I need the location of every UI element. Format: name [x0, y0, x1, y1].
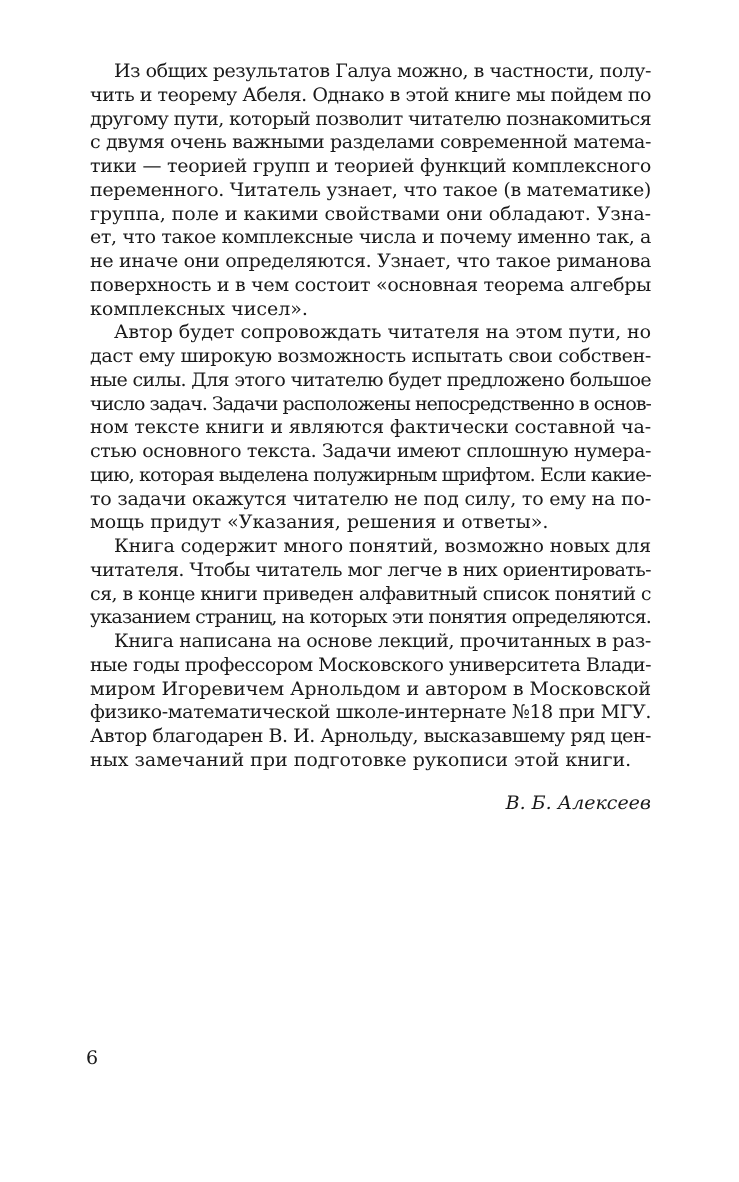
text-line: даст ему широкую возможность испытать свои собствен-: [90, 345, 651, 367]
text-line: ет, что такое комплексные числа и почему именно так, а: [90, 226, 651, 249]
text-line: Автор благодарен В. И. Арнольду, высказавшему ряд цен-: [90, 725, 651, 747]
text-line: мощь придут «Указания, решения и ответы».: [90, 511, 549, 534]
text-line: ных замечаний при подготовке рукописи этой книги.: [90, 748, 632, 771]
paragraph: [90, 321, 651, 535]
text-line: ся, в конце книги приведен алфавитный список понятий с: [90, 582, 651, 605]
text-line: ные силы. Для этого читателю будет предложено большое: [90, 368, 651, 391]
text-line: физико-математической школе-интернате №18 при МГУ.: [90, 701, 651, 724]
text-line: тики — теорией групп и теорией функций комплексного: [90, 155, 651, 177]
text-line: переменного. Читатель узнает, что такое (в математике): [90, 178, 651, 201]
text-line: цию, которая выделена полужирным шрифтом. Если какие-: [90, 463, 651, 486]
text-line: читателя. Чтобы читатель мог легче в них ориентировать-: [90, 558, 651, 581]
text-line: поверхность и в чем состоит «основная теорема алгебры: [90, 273, 651, 296]
text-line: миром Игоревичем Арнольдом и автором в Московской: [90, 677, 651, 700]
text-line: другому пути, который позволит читателю познакомиться: [90, 107, 651, 130]
text-line: группа, поле и какими свойствами они обладают. Узна-: [90, 202, 651, 225]
text-line: то задачи окажутся читателю не под силу, то ему на по-: [90, 487, 651, 510]
page-number: 6: [86, 1047, 99, 1069]
text-line: комплексных чисел».: [90, 297, 308, 320]
author-signature: В. Б. Алексеев: [505, 792, 651, 814]
text-line: Автор будет сопровождать читателя на этом пути, но: [114, 321, 651, 344]
text-line: Из общих результатов Галуа можно, в частности, полу-: [114, 60, 651, 82]
text-line: чить и теорему Абеля. Однако в этой книге мы пойдем по: [90, 83, 651, 106]
page-body: [90, 60, 651, 773]
text-line: Книга написана на основе лекций, прочитанных в раз-: [114, 630, 651, 652]
text-line: Книга содержит много понятий, возможно новых для: [114, 535, 651, 557]
text-line: указанием страниц, на которых эти понятия определяются.: [90, 606, 651, 629]
text-line: ном тексте книги и являются фактически составной ча-: [90, 416, 651, 439]
text-line: стью основного текста. Задачи имеют сплошную нумера-: [90, 440, 651, 462]
paragraph: [90, 60, 651, 321]
paragraph: [90, 630, 651, 773]
text-line: с двумя очень важными разделами современной матема-: [90, 131, 651, 154]
text-line: ные годы профессором Московского университета Влади-: [90, 653, 651, 676]
text-line: число задач. Задачи расположены непосредственно в основ-: [90, 392, 651, 415]
text-line: не иначе они определяются. Узнает, что такое риманова: [90, 250, 651, 272]
paragraph: [90, 535, 651, 630]
